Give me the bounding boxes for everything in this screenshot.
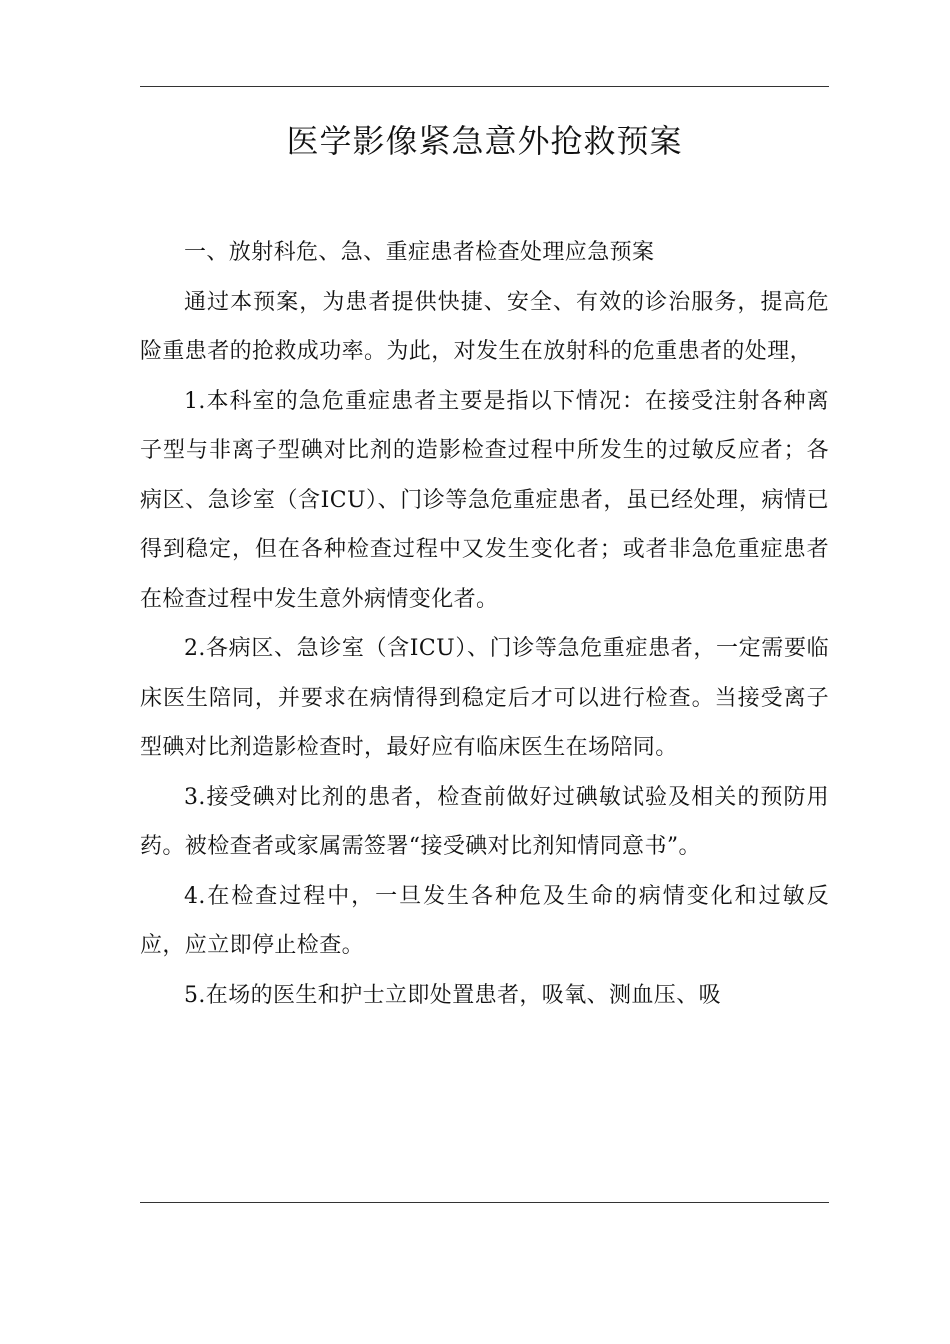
header-rule: [140, 86, 829, 87]
paragraph-item-2: 2.各病区、急诊室（含ICU）、门诊等急危重症患者，一定需要临床医生陪同，并要求在病情得到稳定后才可以进行检查。当接受离子型碘对比剂造影检查时，最好应有临床医生在场陪同。: [140, 636, 829, 760]
document-title: 医学影像紧急意外抢救预案: [286, 122, 683, 160]
paragraph: 通过本预案，为患者提供快捷、安全、有效的诊治服务，提高危险重患者的抢救成功率。为此，对发生在放射科的危重患者的处理，: [140, 289, 829, 364]
section-heading: 一、放射科危、急、重症患者检查处理应急预案: [184, 240, 655, 265]
paragraph-item-1: 1.本科室的急危重症患者主要是指以下情况：在接受注射各种离子型与非离子型碘对比剂的造影检查过程中所发生的过敏反应者；各病区、急诊室（含ICU）、门诊等急危重症患者，虽已经处理，病情已得到稳定，但在各种检查过程中又发生变化者；或者非急危重症患者在检查过程中发生意外病情变化者。: [140, 388, 829, 612]
paragraph-item-5: 5.在场的医生和护士立即处置患者，吸氧、测血压、吸: [184, 982, 721, 1008]
paragraph-item-3: 3.接受碘对比剂的患者，检查前做好过碘敏试验及相关的预防用药。被检查者或家属需签署“接受碘对比剂知情同意书”。: [140, 784, 829, 859]
document-body: [140, 228, 829, 1020]
paragraph-item-4: 4.在检查过程中，一旦发生各种危及生命的病情变化和过敏反应，应立即停止检查。: [140, 883, 829, 958]
footer-rule: [140, 1202, 829, 1203]
